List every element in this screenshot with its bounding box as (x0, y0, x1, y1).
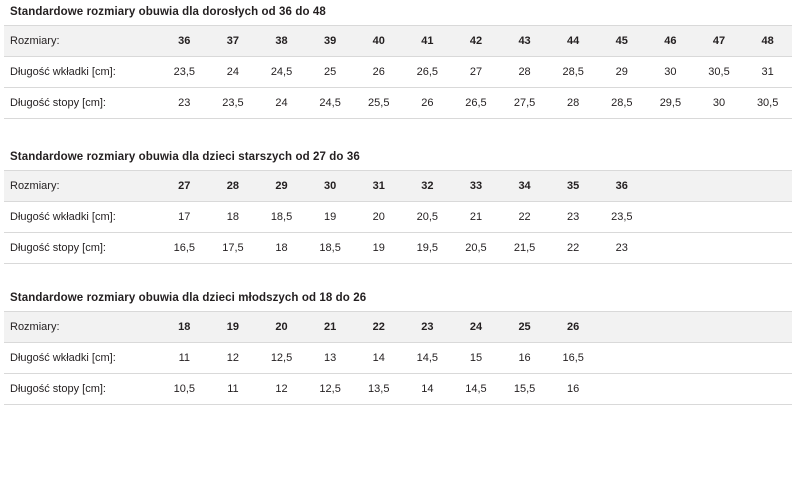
row-label: Rozmiary: (4, 26, 160, 57)
table-cell: 16,5 (160, 233, 209, 264)
table-cell: 38 (257, 26, 306, 57)
table-cell: 23 (597, 233, 646, 264)
section-spacer (4, 119, 792, 145)
table-cell: 20 (354, 202, 403, 233)
table-cell-empty (646, 171, 695, 202)
row-label: Długość stopy [cm]: (4, 88, 160, 119)
table-cell-empty (695, 171, 744, 202)
table-cell-empty (597, 312, 646, 343)
table-cell: 16 (549, 374, 598, 405)
table-cell: 22 (500, 202, 549, 233)
table-cell: 29,5 (646, 88, 695, 119)
table-cell: 15,5 (500, 374, 549, 405)
table-cell-empty (646, 312, 695, 343)
table-cell: 17,5 (209, 233, 258, 264)
size-table-adults (4, 25, 792, 119)
table-row (4, 26, 792, 57)
table-cell: 15 (452, 343, 501, 374)
table-cell: 22 (354, 312, 403, 343)
table-cell: 11 (160, 343, 209, 374)
row-label: Długość wkładki [cm]: (4, 343, 160, 374)
table-cell: 18 (209, 202, 258, 233)
table-cell: 23 (160, 88, 209, 119)
table-cell: 48 (743, 26, 792, 57)
table-row (4, 57, 792, 88)
table-row (4, 312, 792, 343)
table-cell: 46 (646, 26, 695, 57)
table-cell: 37 (209, 26, 258, 57)
table-cell: 33 (452, 171, 501, 202)
table-cell-empty (743, 343, 792, 374)
table-cell: 30 (306, 171, 355, 202)
row-label: Długość wkładki [cm]: (4, 57, 160, 88)
table-cell-empty (597, 343, 646, 374)
table-cell: 10,5 (160, 374, 209, 405)
section-spacer (4, 264, 792, 286)
table-cell: 30 (646, 57, 695, 88)
section-title-younger-children: Standardowe rozmiary obuwia dla dzieci młodszych od 18 do 26 (10, 292, 367, 304)
row-label: Rozmiary: (4, 312, 160, 343)
table-cell-empty (646, 343, 695, 374)
table-cell: 27,5 (500, 88, 549, 119)
table-cell-empty (695, 374, 744, 405)
table-cell-empty (646, 233, 695, 264)
row-label: Długość wkładki [cm]: (4, 202, 160, 233)
table-cell: 24,5 (306, 88, 355, 119)
table-cell: 14,5 (403, 343, 452, 374)
table-cell: 28 (549, 88, 598, 119)
size-table-older-children (4, 170, 792, 264)
table-cell: 23,5 (160, 57, 209, 88)
table-cell: 29 (597, 57, 646, 88)
table-cell: 30,5 (695, 57, 744, 88)
table-cell: 26 (549, 312, 598, 343)
table-cell: 25 (500, 312, 549, 343)
table-cell: 27 (160, 171, 209, 202)
table-cell: 42 (452, 26, 501, 57)
table-cell: 12,5 (257, 343, 306, 374)
section-title-adults: Standardowe rozmiary obuwia dla dorosłych od 36 do 48 (10, 6, 326, 18)
table-cell: 44 (549, 26, 598, 57)
table-cell: 16,5 (549, 343, 598, 374)
table-cell: 24,5 (257, 57, 306, 88)
table-cell: 32 (403, 171, 452, 202)
table-cell: 14,5 (452, 374, 501, 405)
table-cell: 26,5 (452, 88, 501, 119)
table-cell: 18 (160, 312, 209, 343)
row-label: Długość stopy [cm]: (4, 374, 160, 405)
table-cell: 14 (354, 343, 403, 374)
table-cell: 20 (257, 312, 306, 343)
table-cell-empty (646, 374, 695, 405)
size-table-younger-children (4, 311, 792, 405)
table-cell: 16 (500, 343, 549, 374)
table-cell: 35 (549, 171, 598, 202)
table-cell: 12 (209, 343, 258, 374)
table-cell-empty (646, 202, 695, 233)
table-cell: 19 (209, 312, 258, 343)
row-label: Długość stopy [cm]: (4, 233, 160, 264)
table-row (4, 202, 792, 233)
table-cell: 17 (160, 202, 209, 233)
table-cell: 47 (695, 26, 744, 57)
table-cell: 43 (500, 26, 549, 57)
table-cell: 28 (209, 171, 258, 202)
table-cell: 23 (549, 202, 598, 233)
size-section-younger-children (4, 286, 792, 405)
table-cell-empty (743, 171, 792, 202)
table-cell: 23,5 (209, 88, 258, 119)
table-cell: 19 (306, 202, 355, 233)
table-cell-empty (743, 233, 792, 264)
table-cell: 40 (354, 26, 403, 57)
table-cell-empty (695, 312, 744, 343)
table-cell: 25,5 (354, 88, 403, 119)
table-cell: 21,5 (500, 233, 549, 264)
table-cell: 24 (209, 57, 258, 88)
size-section-older-children (4, 145, 792, 264)
table-cell-empty (695, 202, 744, 233)
table-cell: 27 (452, 57, 501, 88)
table-cell: 13 (306, 343, 355, 374)
table-cell: 26 (403, 88, 452, 119)
table-cell: 31 (354, 171, 403, 202)
table-cell: 26 (354, 57, 403, 88)
table-row (4, 343, 792, 374)
table-cell: 20,5 (403, 202, 452, 233)
table-cell: 22 (549, 233, 598, 264)
table-cell-empty (597, 374, 646, 405)
table-cell-empty (743, 374, 792, 405)
table-cell: 20,5 (452, 233, 501, 264)
table-row (4, 233, 792, 264)
table-cell: 28,5 (549, 57, 598, 88)
table-row (4, 374, 792, 405)
table-cell-empty (695, 233, 744, 264)
size-section-adults (4, 0, 792, 119)
table-cell: 21 (452, 202, 501, 233)
table-cell: 24 (452, 312, 501, 343)
table-cell: 18 (257, 233, 306, 264)
table-cell: 26,5 (403, 57, 452, 88)
table-cell: 11 (209, 374, 258, 405)
table-cell: 30 (695, 88, 744, 119)
table-cell: 28,5 (597, 88, 646, 119)
table-cell: 13,5 (354, 374, 403, 405)
table-cell: 19,5 (403, 233, 452, 264)
table-cell: 14 (403, 374, 452, 405)
table-cell: 23 (403, 312, 452, 343)
table-cell: 34 (500, 171, 549, 202)
table-cell: 39 (306, 26, 355, 57)
table-cell: 23,5 (597, 202, 646, 233)
table-cell: 19 (354, 233, 403, 264)
table-row (4, 171, 792, 202)
table-cell: 30,5 (743, 88, 792, 119)
table-row (4, 88, 792, 119)
table-cell: 25 (306, 57, 355, 88)
table-cell-empty (743, 202, 792, 233)
table-cell-empty (743, 312, 792, 343)
table-cell: 18,5 (306, 233, 355, 264)
table-cell: 21 (306, 312, 355, 343)
table-cell: 45 (597, 26, 646, 57)
table-cell: 28 (500, 57, 549, 88)
table-cell: 36 (597, 171, 646, 202)
table-cell: 41 (403, 26, 452, 57)
table-cell: 24 (257, 88, 306, 119)
table-cell: 36 (160, 26, 209, 57)
table-cell: 18,5 (257, 202, 306, 233)
section-title-older-children: Standardowe rozmiary obuwia dla dzieci starszych od 27 do 36 (10, 151, 360, 163)
table-cell: 12 (257, 374, 306, 405)
table-cell: 29 (257, 171, 306, 202)
table-cell: 12,5 (306, 374, 355, 405)
row-label: Rozmiary: (4, 171, 160, 202)
table-cell-empty (695, 343, 744, 374)
table-cell: 31 (743, 57, 792, 88)
